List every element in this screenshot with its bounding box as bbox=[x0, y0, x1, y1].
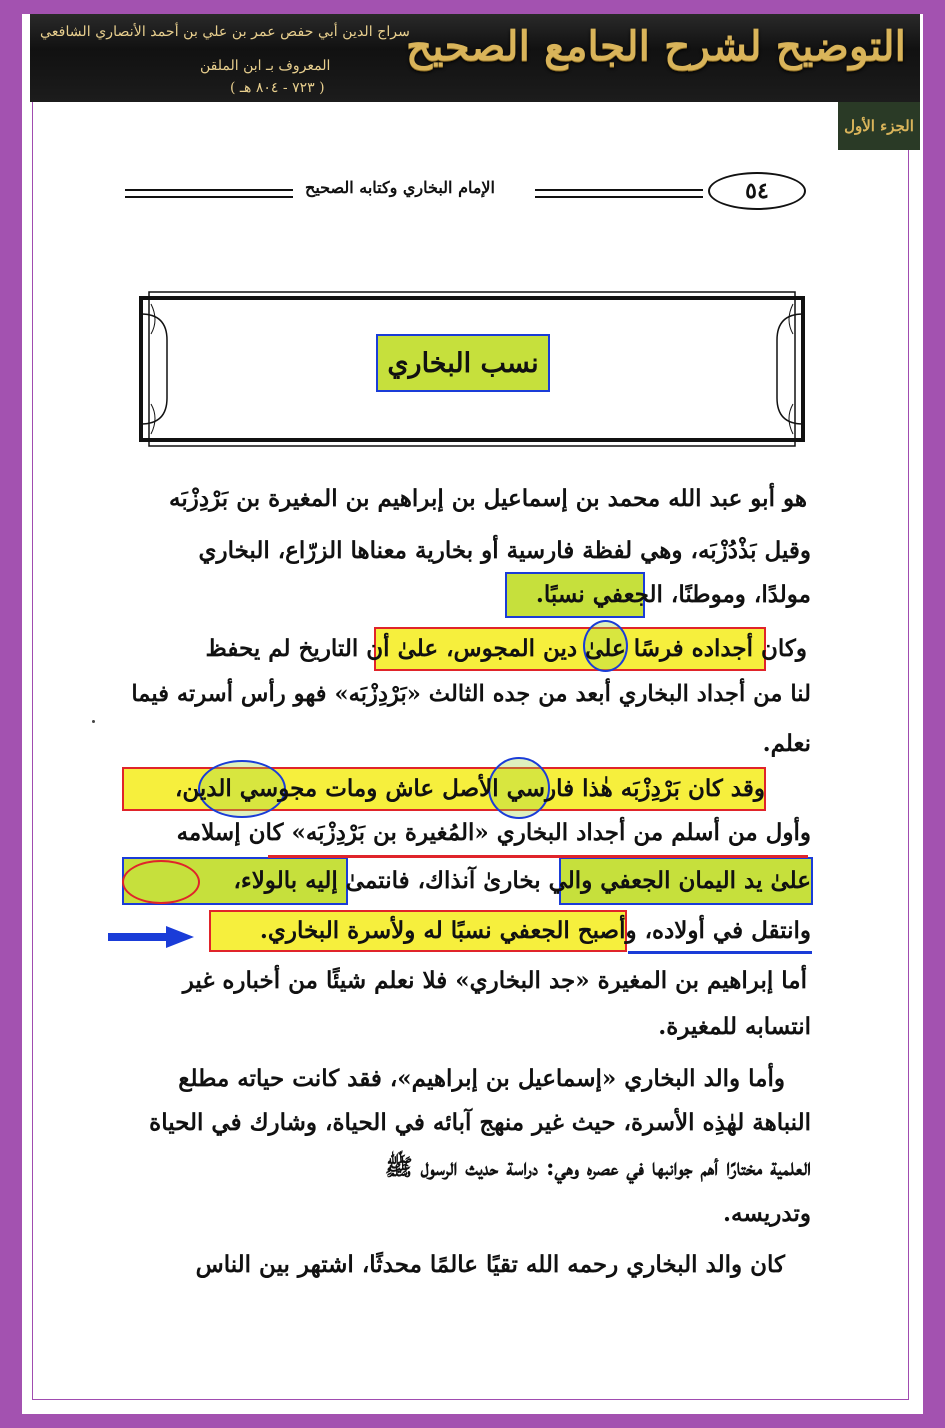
text-line-11: أما إبراهيم بن المغيرة «جد البخاري» فلا نعلم شيئًا من أخباره غير bbox=[182, 967, 807, 994]
running-title: الإمام البخاري وكتابه الصحيح bbox=[305, 178, 495, 197]
underline-intaqala bbox=[628, 951, 812, 954]
circle-bilwalaa bbox=[122, 860, 200, 904]
book-title: التوضيح لشرح الجامع الصحيح bbox=[406, 22, 906, 70]
text-line-3: مولدًا، وموطنًا، الجعفي نسبًا. bbox=[535, 581, 811, 608]
text-line-4: وكان أجداده فرسًا علىٰ دين المجوس، علىٰ أن التاريخ لم يحفظ bbox=[205, 635, 807, 662]
text-line-14: النباهة لهٰذِه الأسرة، حيث غير منهج آبائه في الحياة، وشارك في الحياة bbox=[149, 1109, 811, 1136]
text-line-9: علىٰ يد اليمان الجعفي والي بخارىٰ آنذاك، فانتمىٰ إليه بالولاء، bbox=[233, 867, 811, 894]
text-line-16: وتدريسه. bbox=[723, 1200, 811, 1227]
header-rule-middle bbox=[535, 189, 703, 198]
text-line-2: وقيل بَذْدُزْبَه، وهي لفظة فارسية أو بخارية معناها الزرّاع، البخاري bbox=[198, 537, 811, 564]
text-line-12: انتسابه للمغيرة. bbox=[658, 1013, 811, 1040]
text-line-6: نعلم. bbox=[762, 730, 811, 757]
running-header bbox=[125, 172, 810, 212]
text-line-13: وأما والد البخاري «إسماعيل بن إبراهيم»، فقد كانت حياته مطلع bbox=[178, 1065, 785, 1092]
text-line-8: وأول من أسلم من أجداد البخاري «المُغيرة بن بَرْدِزْبَه» كان إسلامه bbox=[176, 819, 811, 846]
text-line-1: هو أبو عبد الله محمد بن إسماعيل بن إبراهيم بن المغيرة بن بَرْدِزْبَه bbox=[169, 485, 807, 512]
text-line-5: لنا من أجداد البخاري أبعد من جده الثالث «بَرْدِزْبَه» فهو رأس أسرته فيما bbox=[131, 681, 811, 707]
underline-awwal-man-aslam bbox=[268, 855, 808, 858]
text-line-15: العلمية مختارًا أهم جوانبها في عصره وهي: دراسة حديث الرسول ﷺ bbox=[384, 1154, 811, 1181]
author-known-as: المعروف بـ ابن الملقن bbox=[200, 58, 331, 74]
header-rule-left bbox=[125, 189, 293, 198]
text-line-17: كان والد البخاري رحمه الله تقيًا عالمًا محدثًا، اشتهر بين الناس bbox=[195, 1251, 785, 1278]
volume-badge: الجزء الأول bbox=[838, 102, 920, 150]
page-number: ٥٤ bbox=[708, 172, 806, 210]
book-author: سراج الدين أبي حفص عمر بن علي بن أحمد الأنصاري الشافعي bbox=[40, 24, 411, 40]
book-banner bbox=[30, 14, 920, 102]
author-dates: ( ٧٢٣ - ٨٠٤ هـ ) bbox=[230, 80, 325, 96]
text-line-10: وانتقل في أولاده، وأصبح الجعفي نسبًا له ولأسرة البخاري. bbox=[259, 917, 811, 944]
arrow-right-icon bbox=[108, 926, 194, 948]
section-title: نسب البخاري bbox=[376, 334, 550, 392]
stray-dot bbox=[92, 720, 95, 723]
text-line-7: وقد كان بَرْدِزْبَه هٰذا فارسي الأصل عاش ومات مجوسي الدين، bbox=[174, 775, 765, 802]
